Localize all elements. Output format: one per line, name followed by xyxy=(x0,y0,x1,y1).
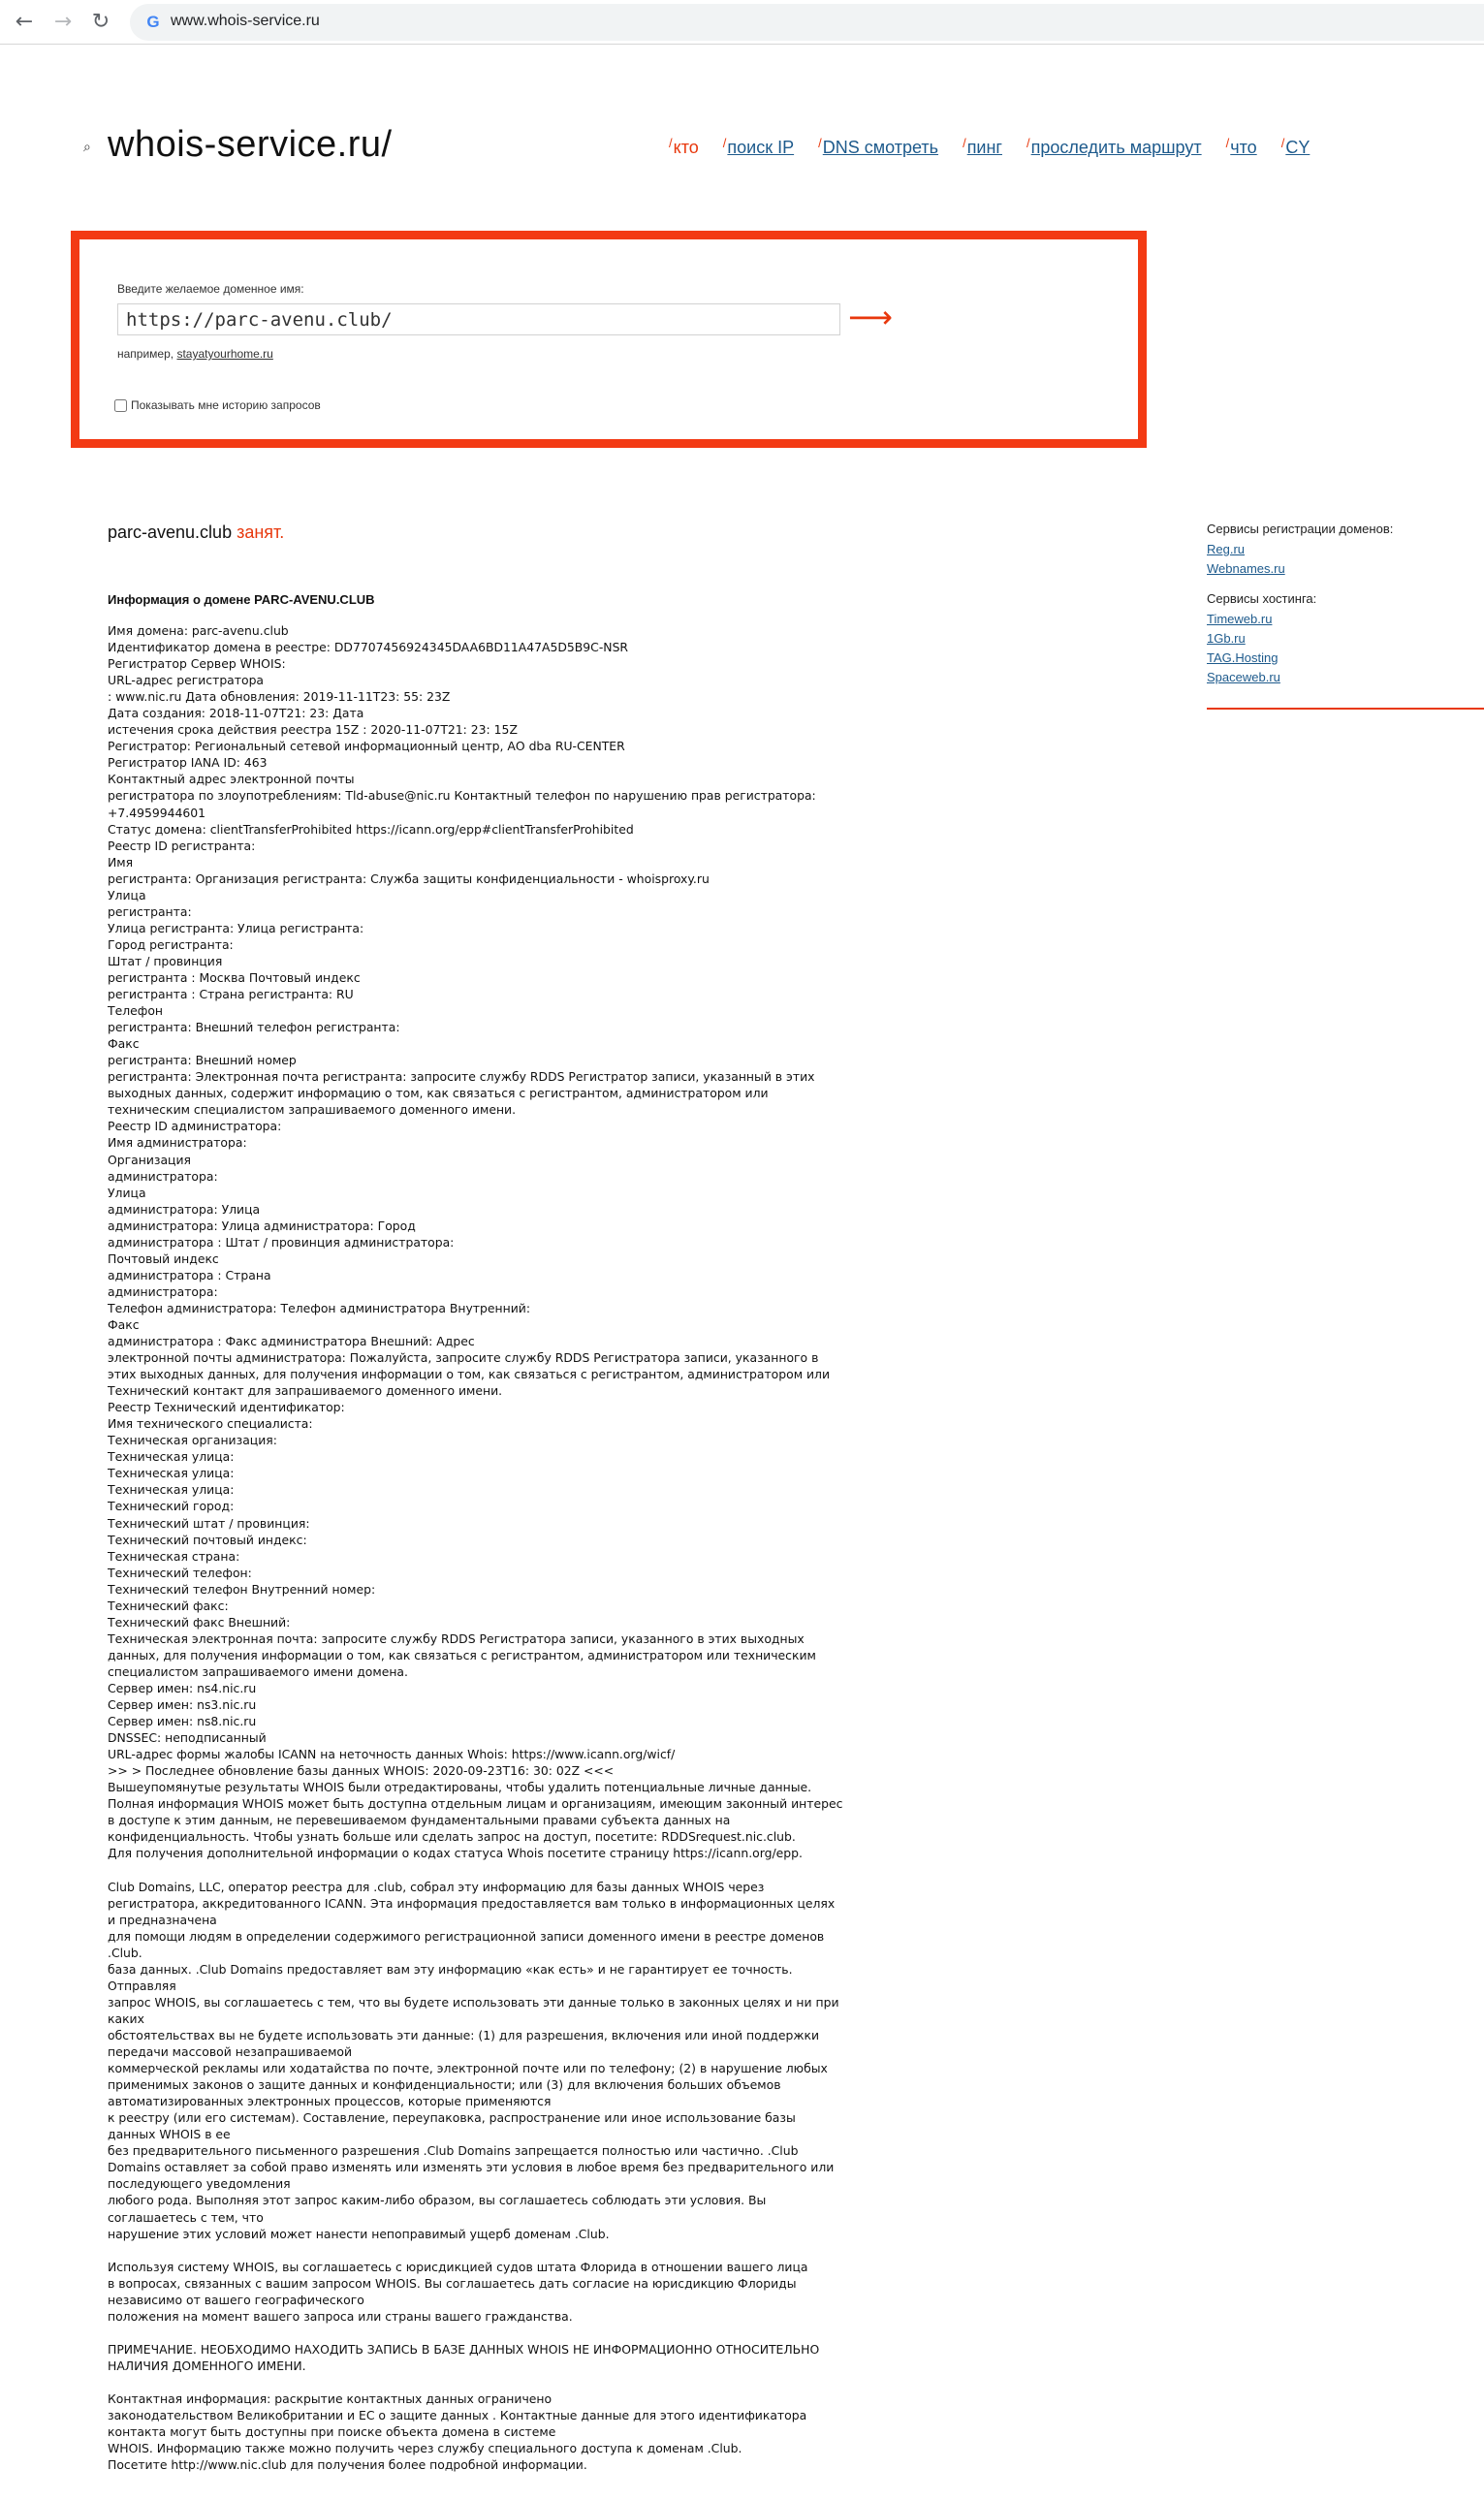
sidebar-divider xyxy=(1207,708,1484,710)
nav-link-what[interactable]: что xyxy=(1230,138,1257,157)
domain-input-label: Введите желаемое доменное имя: xyxy=(117,282,304,296)
nav-slash: / xyxy=(1280,136,1285,150)
nav-link-dns[interactable]: DNS смотреть xyxy=(822,138,939,157)
nav-slash: / xyxy=(722,136,727,150)
back-arrow-icon[interactable]: ← xyxy=(15,10,34,34)
example-prefix: например, xyxy=(117,347,174,361)
sidebar-link-reg-ru[interactable]: Reg.ru xyxy=(1207,542,1246,556)
nav-slash: / xyxy=(1026,136,1030,150)
google-icon: G xyxy=(146,13,160,31)
registration-services xyxy=(1207,522,1484,576)
nav-slash: / xyxy=(963,136,966,150)
site-logo[interactable]: whois-service.ru/ xyxy=(108,124,393,165)
forward-arrow-icon[interactable]: → xyxy=(53,10,73,34)
nav-item-who[interactable] xyxy=(669,136,699,158)
nav-item-cy[interactable] xyxy=(1281,136,1310,158)
address-bar[interactable] xyxy=(130,4,1484,41)
nav-item-traceroute[interactable] xyxy=(1026,136,1202,158)
whois-record-text: Имя домена: parc-avenu.club Идентификатор домена в реестре: DD7707456924345DAA6BD11A47A5D5B9C-NSR Регистратор Сервер WHOIS: URL-адрес регистратора : www.nic.ru Дата обновления: 2019-11-11T23: 55: 23Z Дата создания: 2018-11-07T21: 23: Дата истечения срока действия реестра 15Z : 2020-11-07T21: 23: 15Z Регистратор: Региональный сетевой информационный центр, АО dba RU-CENTER Регистратор IANA ID: 463 Контактный адрес электронной почты регистратора по злоупотреблениям: Tld-abuse@nic.ru Контактный телефон по нарушению прав регистратора: +7.4959944601 Статус домена: clientTransferProhibited https://icann.org/epp#clientTransferProhibited Реестр ID регистранта: Имя регистранта: Организация регистранта: Служба защиты конфиденциальности - whoisproxy.ru Улица регистранта: Улица регистранта: Улица регистранта: Город регистранта: Штат / провинция регистранта : Москва Почтовый индекс регистранта : Страна регистранта: RU Телефон регистранта: Внешний телефон регистранта: Факс регистранта: Внешний номер регистранта: Электронная почта регистранта: запросите службу RDDS Регистратор записи, указанный в этих выходных данных, содержит информацию о том, как связаться с регистрантом, администратором или техническим специалистом запрашиваемого доменного имени. Реестр ID администратора: Имя администратора: Организация администратора: Улица администратора: Улица администратора: Улица администратора: Город администратора : Штат / провинция администратора: Почтовый индекс администратора : Страна администратора: Телефон администратора: Телефон администратора Внутренний: Факс администратора : Факс администратора Внешний: Адрес электронной почты администратора: Пожалуйста, запросите службу RDDS Регистратора записи, указанного в этих выходных данных, для получения информации о том, как связаться с регистрантом, администратором или Технический контакт для запрашиваемого доменного имени. Реестр Технический идентификатор: Имя технического специалиста: Техническая организация: Техническая улица: Техническая улица: Техническая улица: Технический город: Технический штат / провинция: Технический почтовый индекс: Техническая страна: Технический телефон: Технический телефон Внутренний номер: Технический факс: Технический факс Внешний: Техническая электронная почта: запросите службу RDDS Регистратора записи, указанного в этих выходных данных, для получения информации о том, как связаться с регистрантом, администратором или техническим специалистом запрашиваемого имени домена. Сервер имен: ns4.nic.ru Сервер имен: ns3.nic.ru Сервер имен: ns8.nic.ru DNSSEC: неподписанный URL-адрес формы жалобы ICANN на неточность данных Whois: https://www.icann.org/wicf/ >> > Последнее обновление базы данных WHOIS: 2020-09-23T16: 30: 02Z <<< Вышеупомянутые результаты WHOIS были отредактированы, чтобы удалить потенциальные личные данные. Полная информация WHOIS может быть доступна отдельным лицам и организациям, имеющим законный интерес в доступе к этим данным, не перевешиваемом фундаментальными правами субъекта данных на конфиденциальность. Чтобы узнать больше или сделать запрос на доступ, посетите: RDDSrequest.nic.club. Для получения дополнительной информации о кодах статуса Whois посетите страницу https://icann.org/epp. Club Domains, LLC, оператор реестра для .club, собрал эту информацию для базы данных WHOIS через регистратора, аккредитованного ICANN. Эта информация предоставляется вам только в информационных целях и предназначена для помощи людям в определении содержимого регистрационной записи доменного имени в реестре доменов .Club. база данных. .Club Domains предоставляет вам эту информацию «как есть» и не гарантирует ее точность. Отправляя запрос WHOIS, вы соглашаетесь с тем, что вы будете использовать эти данные только в законных целях и ни при каких обстоятельствах вы не будете использовать эти данные: (1) для разрешения, включения или иной поддержки передачи массовой незапрашиваемой коммерческой рекламы или ходатайства по почте, электронной почте или по телефону; (2) в нарушение любых применимых законов о защите данных и конфиденциальности; или (3) для включения больших объемов автоматизированных электронных процессов, которые применяются к реестру (или его системам). Составление, переупаковка, распространение или иное использование базы данных WHOIS в ее без предварительного письменного разрешения .Club Domains запрещается полностью или частично. .Club Domains оставляет за собой право изменять или изменять эти условия в любое время без предварительного или последующего уведомления любого рода. Выполняя этот запрос каким-либо образом, вы соглашаетесь соблюдать эти условия. Вы соглашаетесь с тем, что нарушение этих условий может нанести непоправимый ущерб доменам .Club. Используя систему WHOIS, вы соглашаетесь с юрисдикцией судов штата Флорида в отношении вашего лица в вопросах, связанных с вашим запросом WHOIS. Вы соглашаетесь дать согласие на юрисдикцию Флориды независимо от вашего географического положения на момент вашего запроса или страны вашего гражданства. ПРИМЕЧАНИЕ. НЕОБХОДИМО НАХОДИТЬ ЗАПИСЬ В БАЗЕ ДАННЫХ WHOIS НЕ ИНФОРМАЦИОННО ОТНОСИТЕЛЬНО НАЛИЧИЯ ДОМЕННОГО ИМЕНИ. Контактная информация: раскрытие контактных данных ограничено законодательством Великобритании и ЕС о защите данных . Контактные данные для этого идентификатора контакта могут быть доступны при поиске объекта домена в системе WHOIS. Информацию также можно получить через службу специального доступа к доменам .Club. Посетите http://www.nic.club для получения более подробной информации. xyxy=(108,623,843,2473)
sidebar-link-timeweb[interactable]: Timeweb.ru xyxy=(1207,612,1273,626)
result-status xyxy=(108,522,284,543)
hosting-heading: Сервисы хостинга: xyxy=(1207,591,1317,606)
registration-heading: Сервисы регистрации доменов: xyxy=(1207,522,1394,536)
nav-link-who[interactable]: кто xyxy=(673,138,699,157)
nav-link-traceroute[interactable]: проследить маршрут xyxy=(1030,138,1202,157)
nav-item-ip[interactable] xyxy=(723,136,794,158)
sidebar-link-spaceweb[interactable]: Spaceweb.ru xyxy=(1207,670,1280,684)
address-url[interactable]: www.whois-service.ru xyxy=(171,13,320,29)
top-navigation xyxy=(669,136,1329,159)
history-option[interactable] xyxy=(114,398,321,412)
result-domain: parc-avenu.club xyxy=(108,522,233,542)
hosting-services xyxy=(1207,591,1484,684)
example-hint xyxy=(117,347,273,361)
nav-slash: / xyxy=(669,136,673,150)
sidebar xyxy=(1207,522,1484,710)
example-link[interactable]: stayatyourhome.ru xyxy=(176,347,273,361)
reload-icon[interactable]: ↻ xyxy=(91,10,111,34)
search-icon: ⌕ xyxy=(83,140,91,155)
nav-item-what[interactable] xyxy=(1226,136,1257,158)
nav-link-cy[interactable]: CY xyxy=(1285,138,1310,157)
nav-item-ping[interactable] xyxy=(963,136,1002,158)
status-taken: занят. xyxy=(237,522,285,542)
nav-slash: / xyxy=(1225,136,1230,150)
search-form-highlight xyxy=(71,231,1147,448)
sidebar-link-tag-hosting[interactable]: TAG.Hosting xyxy=(1207,650,1279,665)
domain-info-title: Информация о домене PARC-AVENU.CLUB xyxy=(108,592,375,607)
domain-input[interactable] xyxy=(117,303,840,335)
submit-arrow-icon[interactable]: ⟶ xyxy=(848,299,893,335)
nav-link-ping[interactable]: пинг xyxy=(966,138,1002,157)
sidebar-link-webnames[interactable]: Webnames.ru xyxy=(1207,561,1285,576)
history-checkbox[interactable] xyxy=(114,399,127,412)
nav-item-dns[interactable] xyxy=(818,136,938,158)
nav-link-ip[interactable]: поиск IP xyxy=(727,138,795,157)
sidebar-link-1gb[interactable]: 1Gb.ru xyxy=(1207,631,1246,646)
browser-toolbar xyxy=(0,0,1484,45)
nav-slash: / xyxy=(818,136,822,150)
history-label: Показывать мне историю запросов xyxy=(131,398,321,412)
